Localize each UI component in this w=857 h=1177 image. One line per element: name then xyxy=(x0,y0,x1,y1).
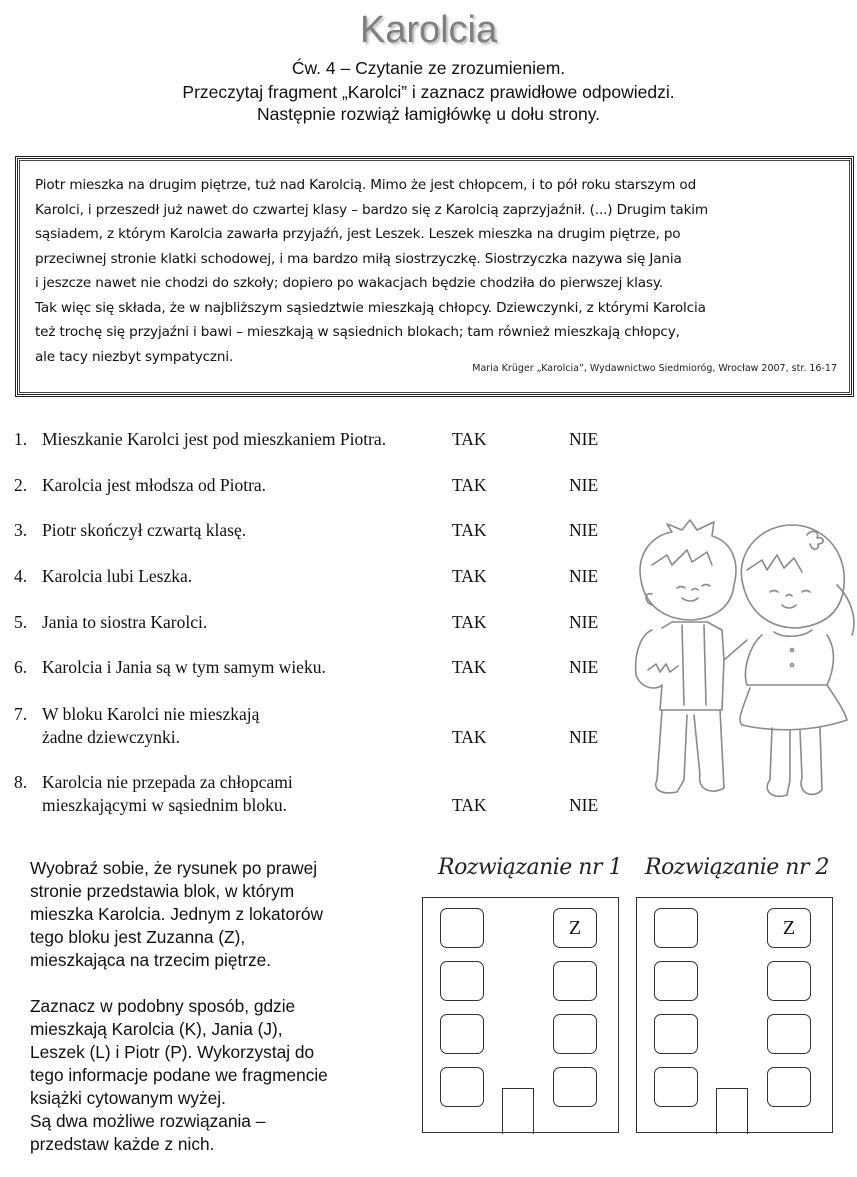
question-7 xyxy=(0,703,620,751)
question-text: mieszkającymi w sąsiednim bloku. xyxy=(42,795,287,815)
puzzle-paragraph-1 xyxy=(30,857,390,972)
window-floor-2-left[interactable] xyxy=(440,961,484,1001)
solution-1-building xyxy=(422,897,619,1133)
question-text: W bloku Karolci nie mieszkają xyxy=(42,704,260,724)
answer-no[interactable]: NIE xyxy=(569,727,599,747)
answer-yes[interactable]: TAK xyxy=(452,429,487,449)
window-floor-1-left[interactable] xyxy=(654,1014,698,1054)
answer-yes[interactable]: TAK xyxy=(452,795,487,815)
passage-line: też trochę się przyjaźni i bawi – mieszkają w sąsiednich blokach; tam również mieszkają chłopcy, xyxy=(35,324,680,340)
question-number: 4. xyxy=(14,566,28,586)
window-floor-2-left[interactable] xyxy=(654,961,698,1001)
answer-no[interactable]: NIE xyxy=(569,429,599,449)
passage-line: Karolci, i przeszedł już nawet do czwartej klasy – bardzo się z Karolcią zaprzyjaźnił. (...) Drugim takim xyxy=(35,201,709,218)
window-floor-0-right[interactable] xyxy=(553,1067,597,1107)
answer-no[interactable]: NIE xyxy=(569,795,599,815)
passage-line: i jeszcze nawet nie chodzi do szkoły; dopiero po wakacjach będzie chodziła do pierwszej klasy. xyxy=(35,275,663,291)
question-text: Karolcia i Jania są w tym samym wieku. xyxy=(42,657,326,677)
window-floor-2-right[interactable] xyxy=(767,961,811,1001)
passage-line: Tak więc się składa, że w najbliższym sąsiedztwie mieszkają chłopcy. Dziewczynki, z którymi Karolcia xyxy=(35,299,706,316)
instruction-line-2: Następnie rozwiąż łamigłówkę u dołu strony. xyxy=(256,104,601,124)
window-floor-3-left[interactable] xyxy=(654,908,698,948)
question-number: 5. xyxy=(14,612,28,632)
question-number: 1. xyxy=(14,429,28,449)
puzzle-instructions xyxy=(30,857,390,1156)
solution-2-building xyxy=(636,897,833,1133)
exercise-heading: Ćw. 4 – Czytanie ze zrozumieniem. xyxy=(291,58,566,78)
answer-yes[interactable]: TAK xyxy=(452,566,487,586)
puzzle-line: mieszka Karolcia. Jednym z lokatorów xyxy=(30,904,323,924)
question-text: Karolcia jest młodsza od Piotra. xyxy=(42,475,267,495)
building-door xyxy=(502,1088,534,1134)
answer-yes[interactable]: TAK xyxy=(452,475,487,495)
puzzle-line: Zaznacz w podobny sposób, gdzie xyxy=(30,996,296,1016)
puzzle-line: Są dwa możliwe rozwiązania – xyxy=(30,1111,266,1131)
puzzle-line: tego informacje podane we fragmencie xyxy=(30,1065,328,1085)
question-text: Piotr skończył czwartą klasę. xyxy=(42,520,247,540)
window-floor-3-right[interactable]: Z xyxy=(553,908,597,948)
question-8 xyxy=(0,771,620,819)
window-floor-1-right[interactable] xyxy=(767,1014,811,1054)
window-floor-1-left[interactable] xyxy=(440,1014,484,1054)
answer-no[interactable]: NIE xyxy=(569,612,599,632)
instruction-line-1: Przeczytaj fragment „Karolci” i zaznacz prawidłowe odpowiedzi. xyxy=(182,82,675,102)
window-floor-0-left[interactable] xyxy=(654,1067,698,1107)
question-text: Karolcia lubi Leszka. xyxy=(42,566,193,586)
citation: Maria Krüger „Karolcia”, Wydawnictwo Siedmioróg, Wrocław 2007, str. 16-17 xyxy=(472,363,837,374)
solution-1-label: Rozwiązanie nr 1 xyxy=(438,855,622,880)
question-number: 2. xyxy=(14,475,28,495)
answer-no[interactable]: NIE xyxy=(569,520,599,540)
answer-no[interactable]: NIE xyxy=(569,475,599,495)
building-door xyxy=(716,1088,748,1134)
question-text: Jania to siostra Karolci. xyxy=(42,612,208,632)
answer-yes[interactable]: TAK xyxy=(452,612,487,632)
answer-no[interactable]: NIE xyxy=(569,566,599,586)
question-number: 8. xyxy=(14,772,28,792)
puzzle-line: Wyobraź sobie, że rysunek po prawej xyxy=(30,858,318,878)
puzzle-line: mieszkają Karolcia (K), Jania (J), xyxy=(30,1019,283,1039)
passage-text xyxy=(35,173,850,369)
passage-box xyxy=(15,156,854,397)
answer-yes[interactable]: TAK xyxy=(452,520,487,540)
puzzle-line: Leszek (L) i Piotr (P). Wykorzystaj do xyxy=(30,1042,315,1062)
question-number: 7. xyxy=(14,704,28,724)
puzzle-line: stronie przedstawia blok, w którym xyxy=(30,881,295,901)
question-text: Mieszkanie Karolci jest pod mieszkaniem Piotra. xyxy=(42,429,387,449)
window-floor-0-right[interactable] xyxy=(767,1067,811,1107)
solution-2-label: Rozwiązanie nr 2 xyxy=(645,855,829,880)
puzzle-line: książki cytowanym wyżej. xyxy=(30,1088,226,1108)
answer-yes[interactable]: TAK xyxy=(452,727,487,747)
puzzle-paragraph-2 xyxy=(30,995,390,1156)
window-floor-1-right[interactable] xyxy=(553,1014,597,1054)
puzzle-line: mieszkająca na trzecim piętrze. xyxy=(30,950,272,970)
answer-yes[interactable]: TAK xyxy=(452,657,487,677)
worksheet-title: Karolcia xyxy=(359,9,498,51)
question-text: żadne dziewczynki. xyxy=(42,727,180,747)
question-number: 3. xyxy=(14,520,28,540)
window-floor-3-right[interactable]: Z xyxy=(767,908,811,948)
window-floor-3-left[interactable] xyxy=(440,908,484,948)
passage-line: Piotr mieszka na drugim piętrze, tuż nad Karolcią. Mimo że jest chłopcem, i to pół roku starszym od xyxy=(35,177,697,193)
children-boy-girl-icon xyxy=(612,510,857,810)
question-number: 6. xyxy=(14,657,28,677)
puzzle-line: przedstaw każde z nich. xyxy=(30,1134,215,1154)
window-floor-0-left[interactable] xyxy=(440,1067,484,1107)
answer-no[interactable]: NIE xyxy=(569,657,599,677)
puzzle-line: tego bloku jest Zuzanna (Z), xyxy=(30,927,246,947)
window-floor-2-right[interactable] xyxy=(553,961,597,1001)
passage-line: ale tacy niezbyt sympatyczni. xyxy=(35,348,234,365)
passage-line: przeciwnej stronie klatki schodowej, i ma bardzo miłą siostrzyczkę. Siostrzyczka nazywa się Jania xyxy=(35,250,682,267)
passage-line: sąsiadem, z którym Karolcia zawarła przyjaźń, jest Leszek. Leszek mieszka na drugim piętrze, po xyxy=(35,226,681,242)
question-text: Karolcia nie przepada za chłopcami xyxy=(42,772,293,792)
